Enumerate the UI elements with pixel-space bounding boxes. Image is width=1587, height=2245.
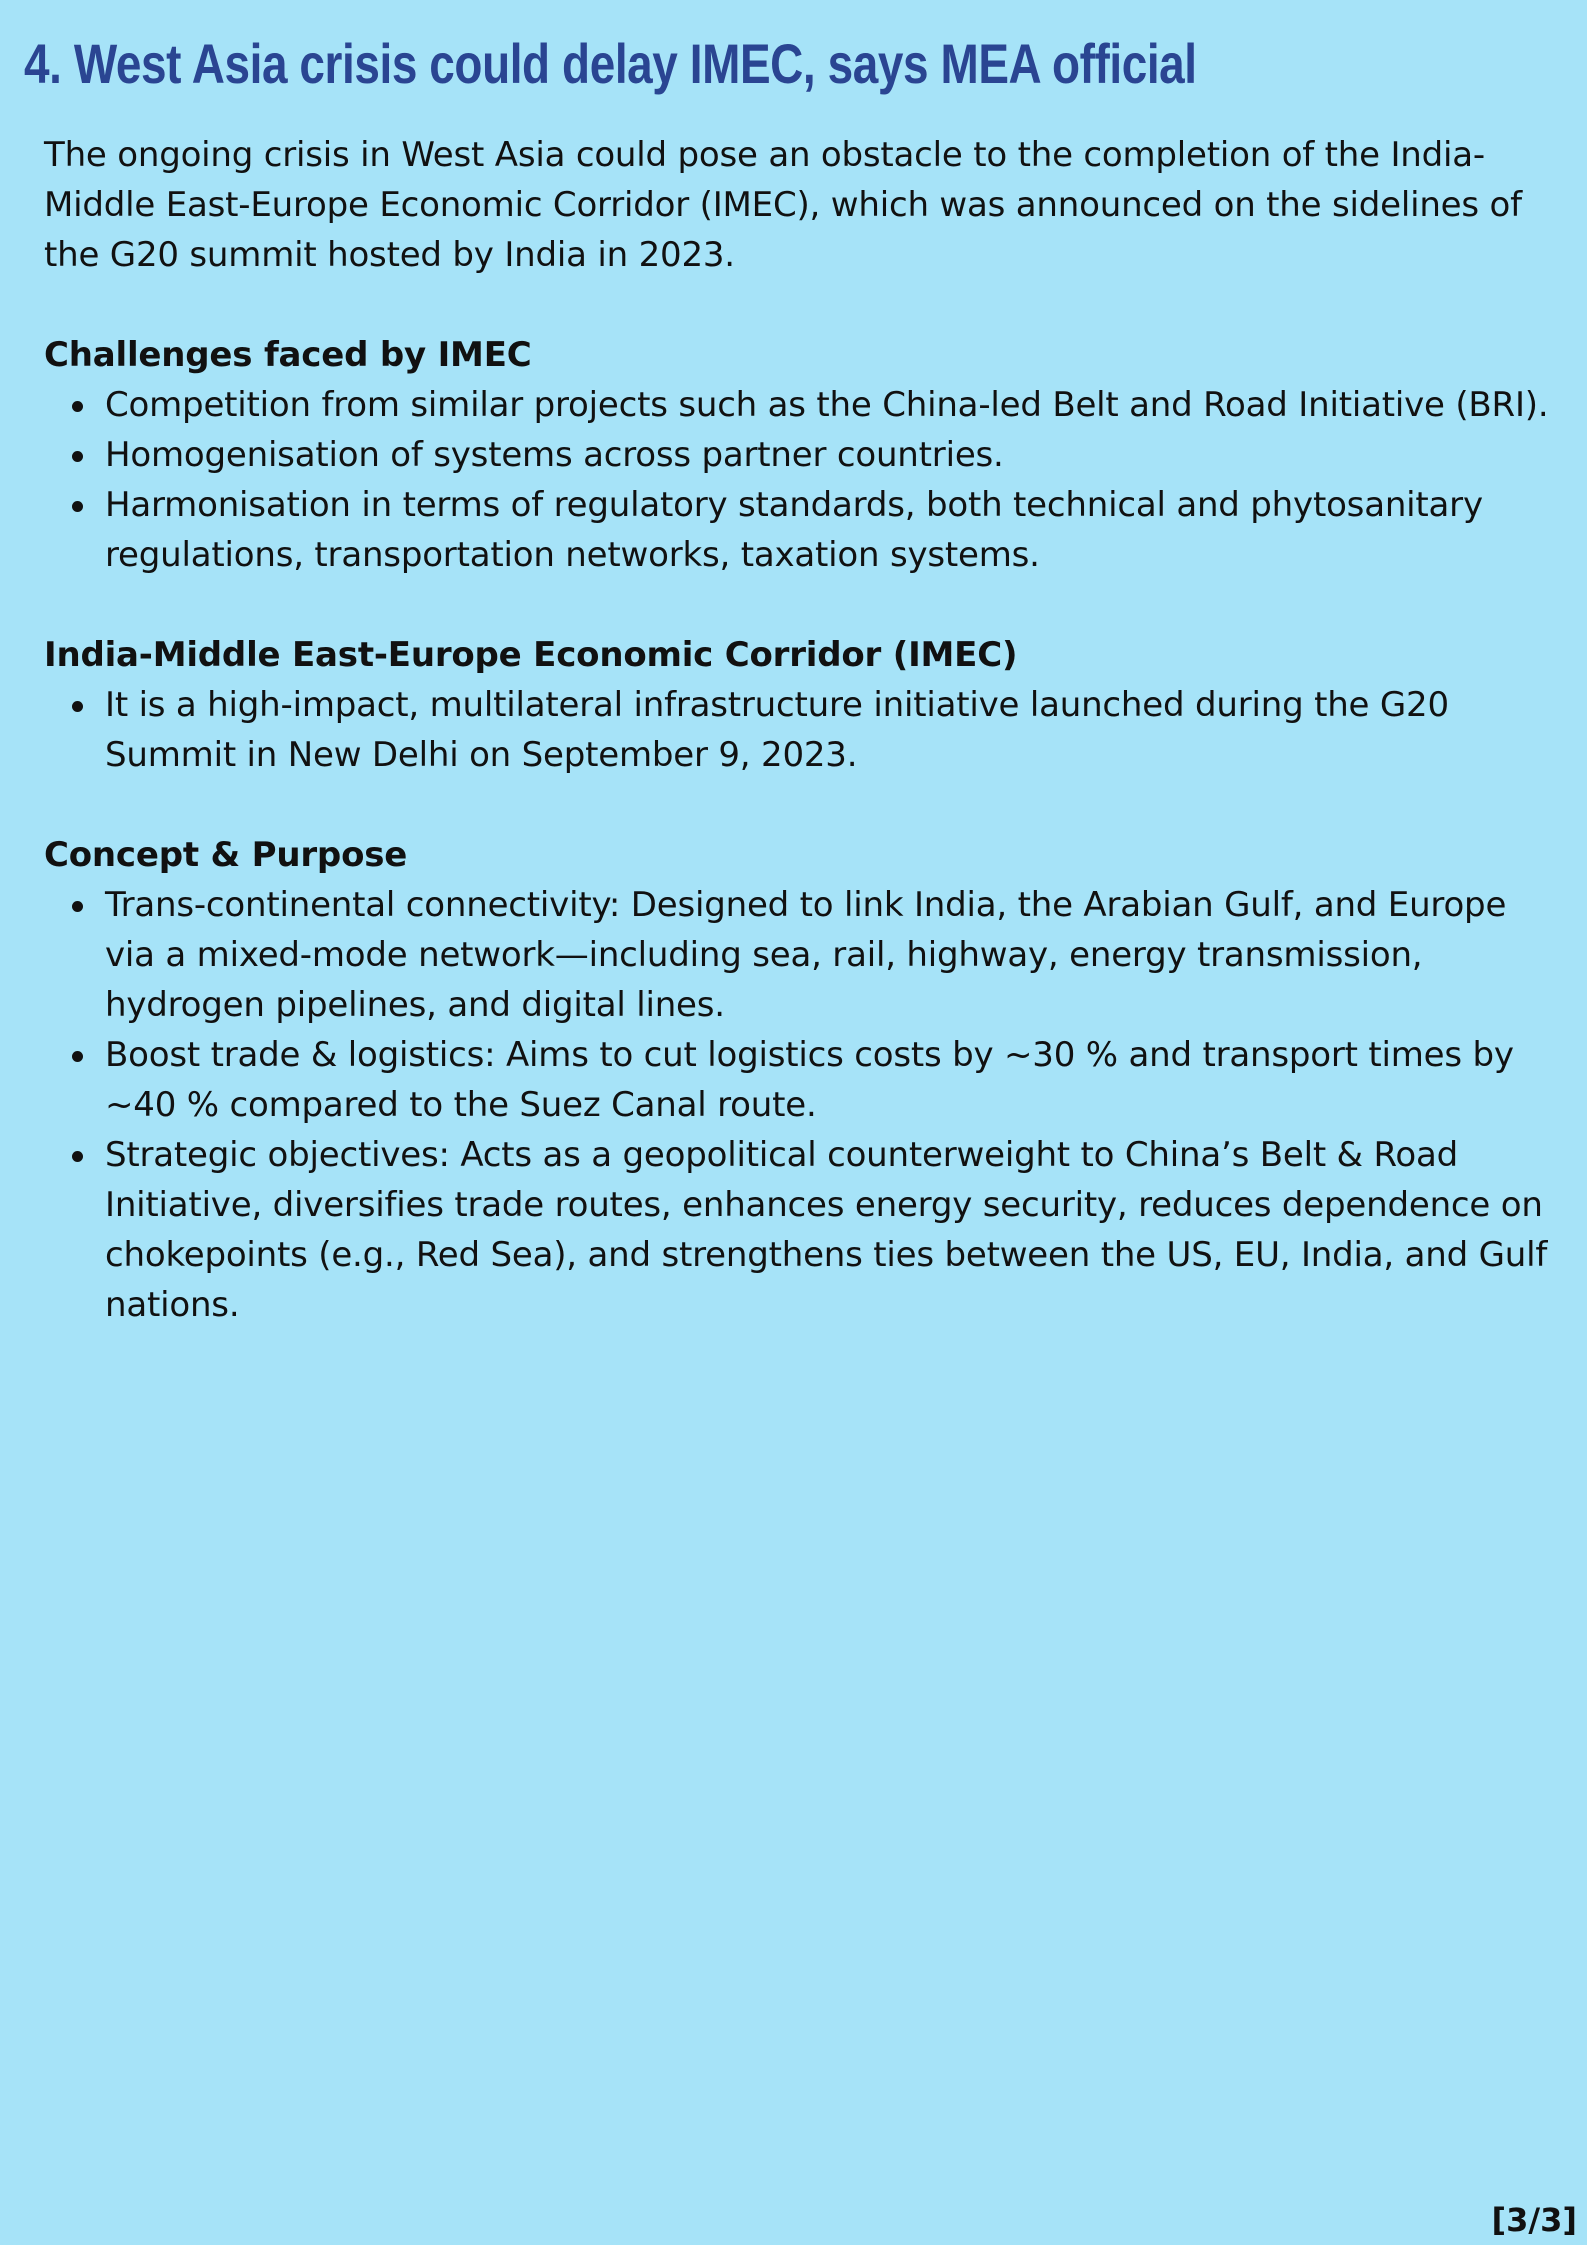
list-item: Strategic objectives: Acts as a geopolitical counterweight to China’s Belt & Road Initiative, diversifies trade routes, enhances energy security, reduces dependence on chokepoints (e.g., Red Sea), and strengthens ties between the US, EU, India, and Gulf nations. [105,1130,1554,1330]
list-item: Homogenisation of systems across partner countries. [105,430,1554,480]
list-item: It is a high-impact, multilateral infrastructure initiative launched during the G20 Summit in New Delhi on September 9, 2023. [105,680,1554,780]
list-item: Trans-continental connectivity: Designed to link India, the Arabian Gulf, and Europe via a mixed-mode network—including sea, rail, highway, energy transmission, hydrogen pipelines, and digital lines. [105,880,1554,1030]
bullet-list [44,380,1554,580]
bullet-list [44,880,1554,1330]
article-body [44,130,1554,1330]
list-item: Boost trade & logistics: Aims to cut logistics costs by ~30 % and transport times by ~40 % compared to the Suez Canal route. [105,1030,1554,1130]
section-challenges [44,330,1554,580]
section-heading: Challenges faced by IMEC [44,335,532,375]
page-title: 4. West Asia crisis could delay IMEC, says MEA official [24,32,1197,95]
list-item: Competition from similar projects such as the China-led Belt and Road Initiative (BRI). [105,380,1554,430]
page-number: [3/3] [1491,2201,1577,2239]
bullet-list [44,680,1554,780]
list-item: Harmonisation in terms of regulatory standards, both technical and phytosanitary regulations, transportation networks, taxation systems. [105,480,1554,580]
section-heading: India-Middle East-Europe Economic Corridor (IMEC) [44,635,1018,675]
section-heading: Concept & Purpose [44,835,408,875]
section-imec [44,630,1554,780]
intro-paragraph: The ongoing crisis in West Asia could pose an obstacle to the completion of the India-Middle East-Europe Economic Corridor (IMEC), which was announced on the sidelines of the G20 summit hosted by India in 2023. [44,135,1522,275]
section-concept-purpose [44,830,1554,1330]
